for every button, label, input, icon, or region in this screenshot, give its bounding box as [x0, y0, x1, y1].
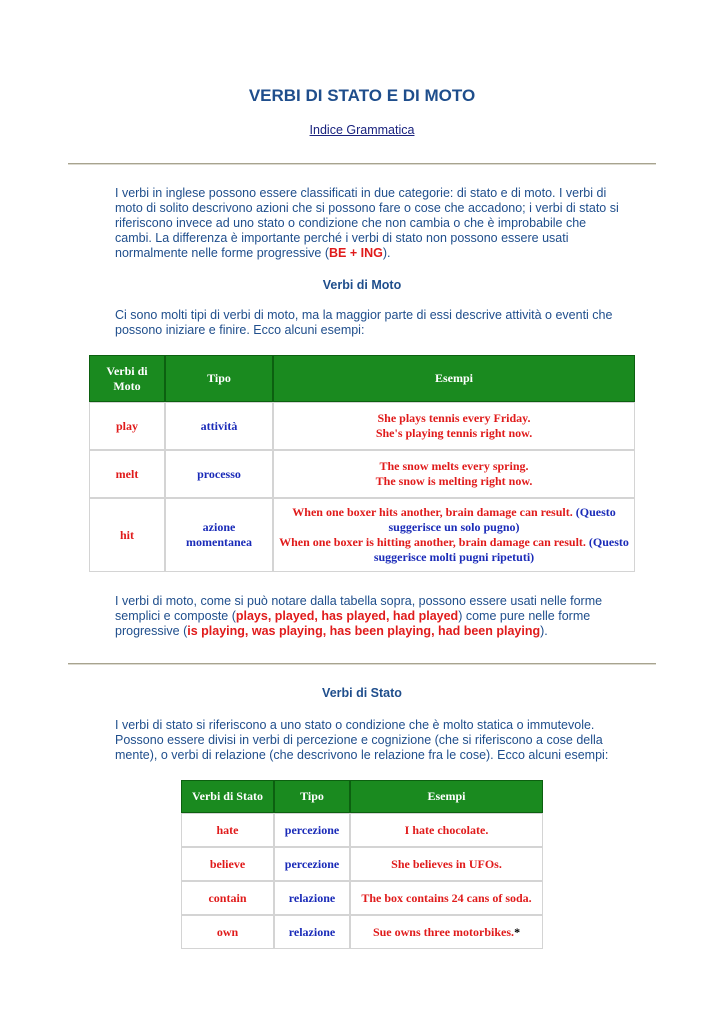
example-cell: She believes in UFOs. [350, 847, 543, 881]
table-row [181, 847, 543, 881]
verb-cell: contain [181, 881, 274, 915]
table-row [181, 813, 543, 847]
table-row [181, 881, 543, 915]
stato-intro: I verbi di stato si riferiscono a uno stato o condizione che è molto statica o immutevole. Possono essere divisi in verbi di percezione e cognizione (che si riferiscono a cose della mente), o verbi di relazione (che descrivono le relazione fra le cose). Ecco alcuni esempi: [115, 718, 609, 762]
verb-cell: hit [89, 498, 165, 572]
type-cell: percezione [274, 847, 350, 881]
verb-cell: own [181, 915, 274, 949]
type-cell: azione momentanea [165, 498, 273, 572]
stato-heading: Verbi di Stato [322, 686, 402, 700]
moto-table-header [89, 355, 635, 402]
type-cell: percezione [274, 813, 350, 847]
examples-cell: When one boxer hits another, brain damage can result. (Questo suggerisce un solo pugno) When one boxer is hitting another, brain damage can result. (Questo suggerisce molti pugni ripetuti) [273, 498, 635, 572]
moto-col-examples: Esempi [273, 355, 635, 402]
type-cell: processo [165, 450, 273, 498]
stato-col-verb: Verbi di Stato [181, 780, 274, 813]
table-row [89, 498, 635, 572]
type-cell: relazione [274, 881, 350, 915]
example-cell: The box contains 24 cans of soda. [350, 881, 543, 915]
table-row [181, 915, 543, 949]
moto-table [89, 355, 635, 572]
page-title: VERBI DI STATO E DI MOTO [248, 86, 476, 105]
stato-table-header [181, 780, 543, 813]
index-grammatica-link[interactable]: Indice Grammatica [309, 123, 415, 137]
stato-col-type: Tipo [274, 780, 350, 813]
table-row [89, 450, 635, 498]
be-ing-highlight: BE + ING [328, 246, 383, 260]
table-row [89, 402, 635, 450]
intro-paragraph: I verbi in inglese possono essere classificati in due categorie: di stato e di moto. I verbi di moto di solito descrivono azioni che si possono fare o cose che accadono; i verbi di stato si riferiscono invece ad uno stato o condizione che non cambia o che è improbabile che cambi. La differenza è importante perché i verbi di stato non possono essere usati normalmente nelle forme progressive (BE + ING). [115, 186, 619, 260]
moto-col-verb: Verbi di Moto [89, 355, 165, 402]
divider [68, 663, 656, 665]
examples-cell: The snow melts every spring. The snow is melting right now. [273, 450, 635, 498]
type-cell: relazione [274, 915, 350, 949]
stato-table [181, 780, 543, 949]
moto-intro: Ci sono molti tipi di verbi di moto, ma la maggior parte di essi descrive attività o eventi che possono iniziare e finire. Ecco alcuni esempi: [115, 308, 613, 337]
verb-cell: hate [181, 813, 274, 847]
moto-heading: Verbi di Moto [322, 278, 402, 292]
asterisk-mark: * [514, 924, 521, 939]
verb-cell: believe [181, 847, 274, 881]
progressive-forms-highlight: is playing, was playing, has been playing, had been playing [187, 624, 541, 638]
moto-col-type: Tipo [165, 355, 273, 402]
examples-cell: She plays tennis every Friday. She's playing tennis right now. [273, 402, 635, 450]
simple-forms-highlight: plays, played, has played, had played [235, 609, 459, 623]
divider [68, 163, 656, 165]
example-cell: I hate chocolate. [350, 813, 543, 847]
verb-cell: melt [89, 450, 165, 498]
verb-cell: play [89, 402, 165, 450]
stato-col-examples: Esempi [350, 780, 543, 813]
type-cell: attività [165, 402, 273, 450]
moto-summary: I verbi di moto, come si può notare dalla tabella sopra, possono essere usati nelle forme semplici e composte (plays, played, has played, had played) come pure nelle forme progressive (is playing, was playing, has been playing, had been playing). [115, 594, 603, 638]
example-cell: Sue owns three motorbikes.* [350, 915, 543, 949]
